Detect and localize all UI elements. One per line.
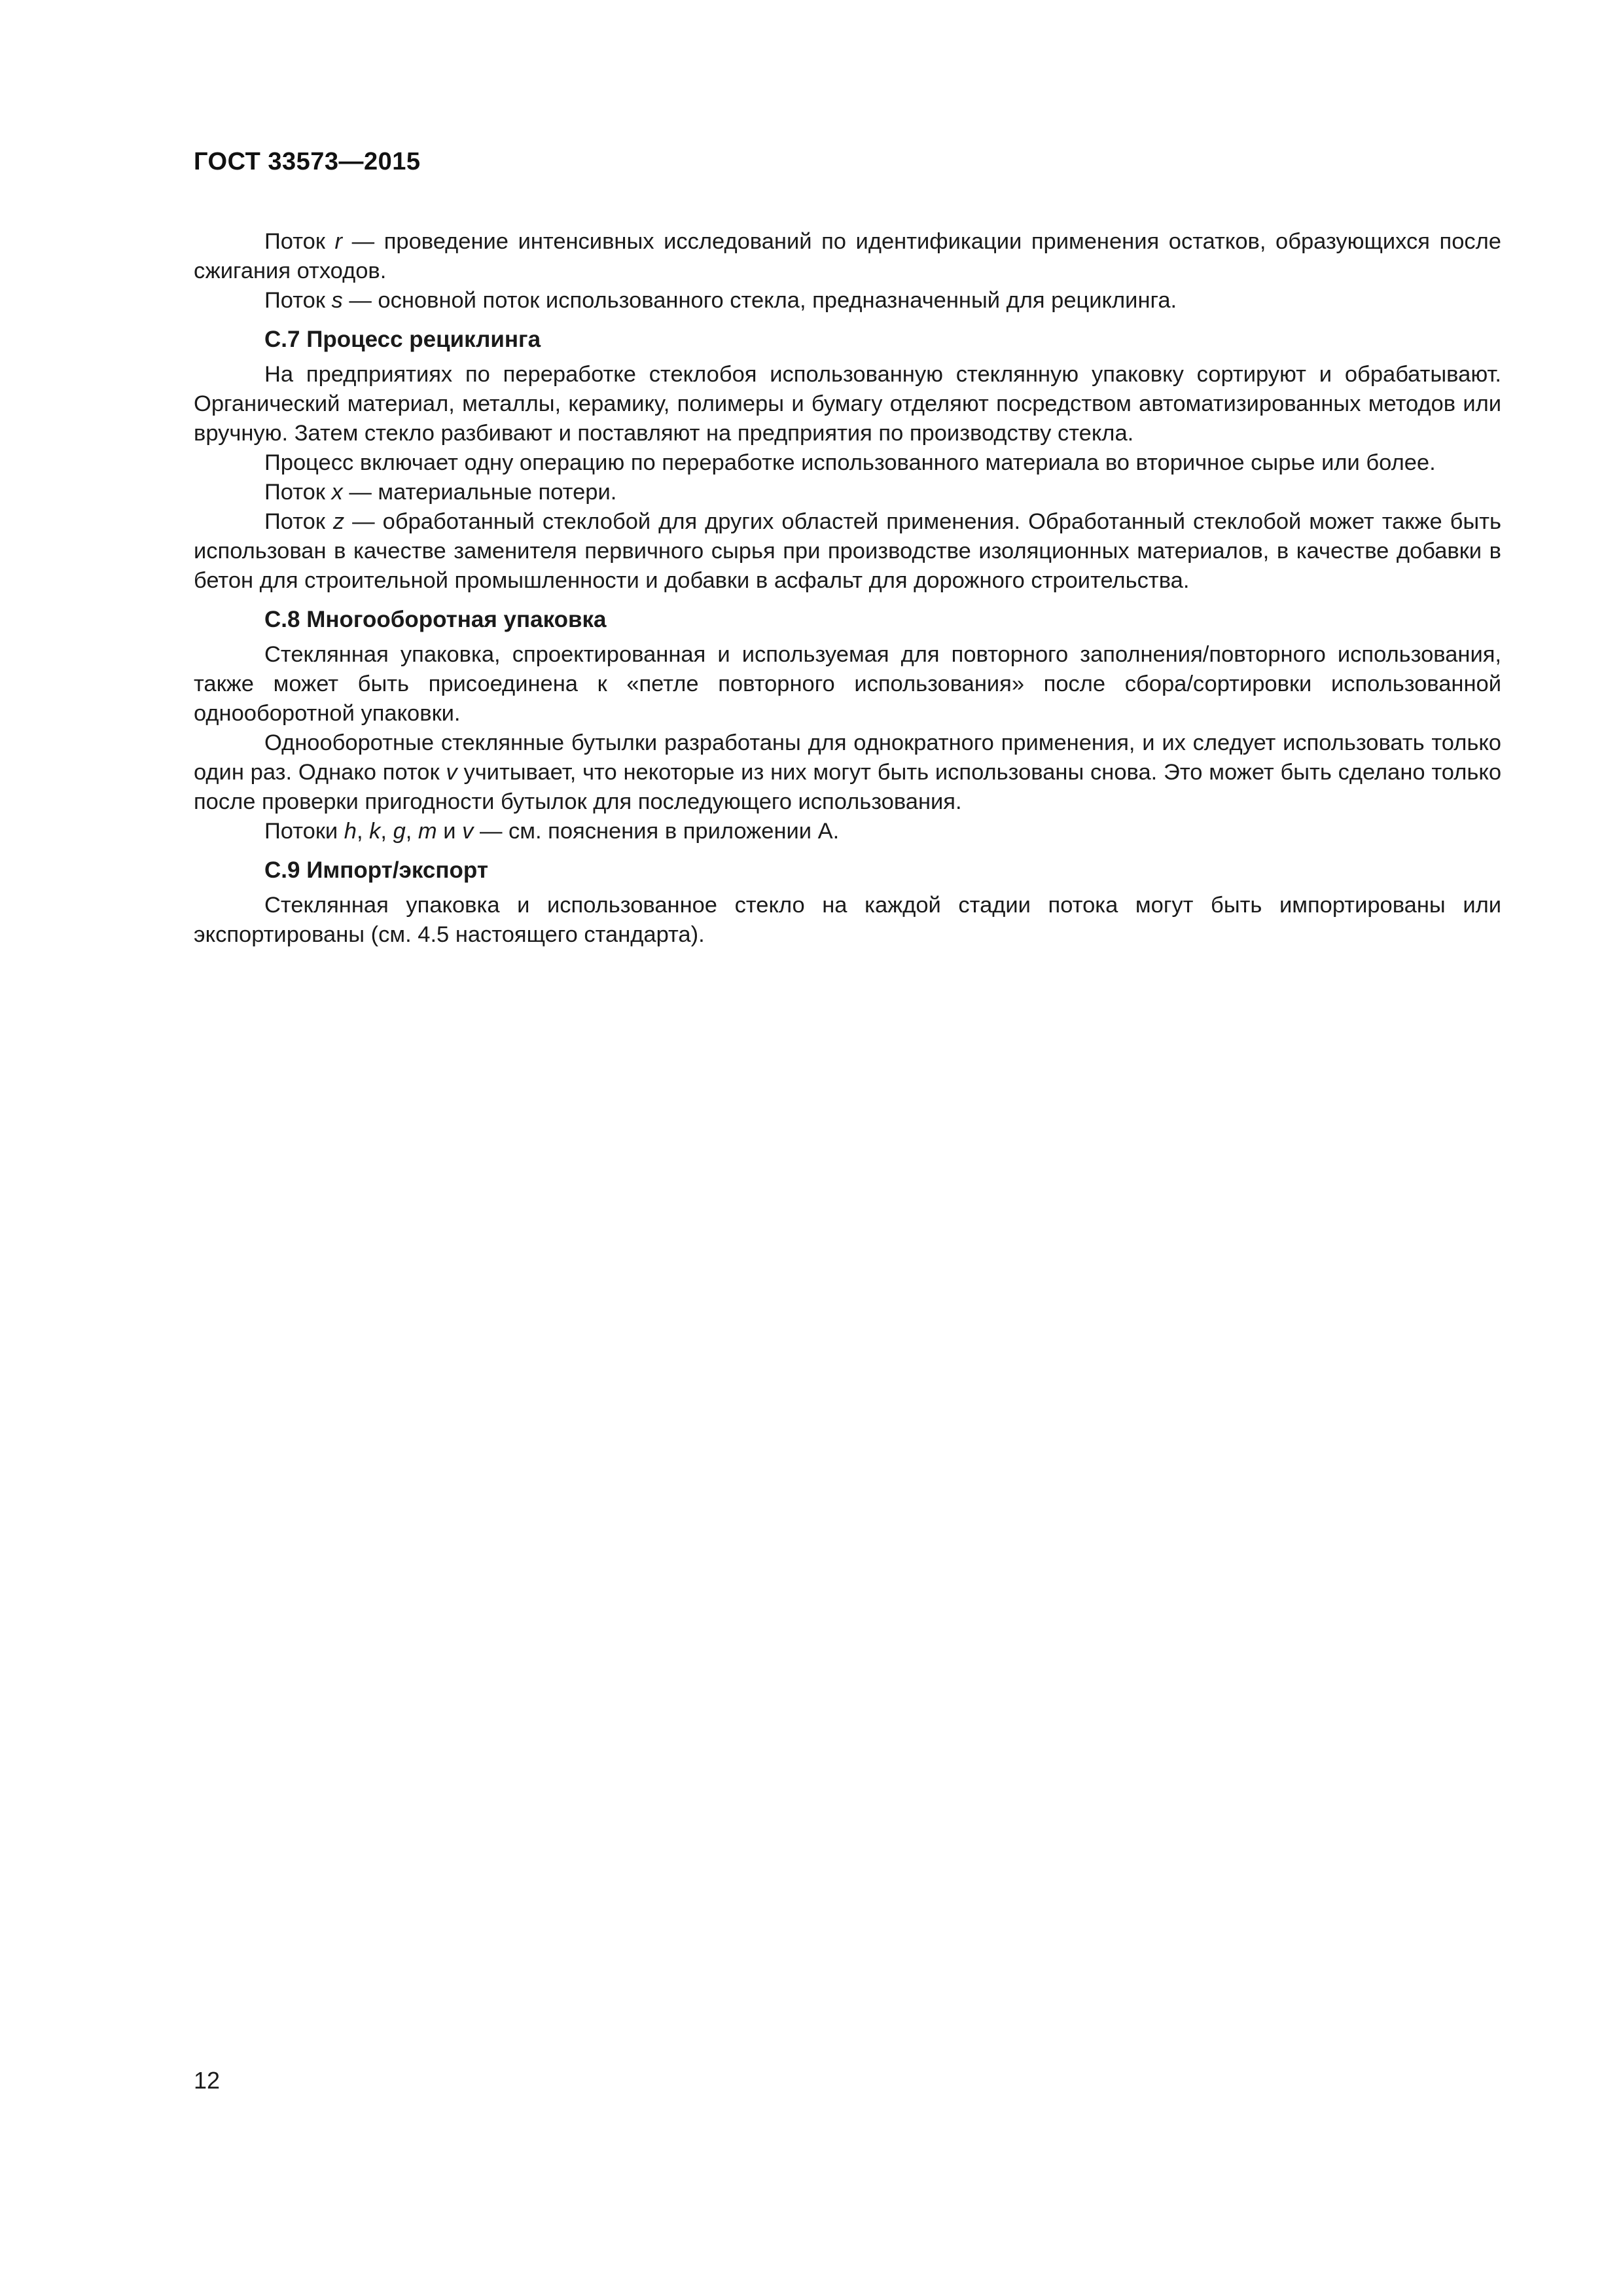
section-c8-heading: С.8 Многооборотная упаковка: [264, 607, 607, 632]
page-body: [194, 227, 1501, 950]
flow-r-variable: r: [334, 229, 343, 254]
flow-g-variable: g: [393, 819, 406, 844]
flow-s-variable: s: [331, 288, 343, 313]
section-c8-paragraph-1: Стеклянная упаковка, спроектированная и используемая для повторного заполнения/повторного использования, также может быть присоединена к «петле повторного использования» после сбора/сортировки использованной однооборотной упаковки.: [194, 642, 1501, 726]
section-c8-paragraph-2-part-a: Однооборотные стеклянные бутылки разработаны для однократного применения, и их следует использовать только один раз. Однако поток: [194, 730, 1501, 785]
flow-h-variable: h: [344, 819, 357, 844]
flows-separator-4: и: [437, 819, 463, 844]
flow-z-prefix: Поток: [264, 509, 333, 534]
flows-separator-2: ,: [380, 819, 393, 844]
flow-s-text: — основной поток использованного стекла, предназначенный для рециклинга.: [342, 288, 1177, 313]
flow-m-variable: m: [418, 819, 437, 844]
section-c7-heading: С.7 Процесс рециклинга: [264, 327, 541, 352]
flow-z-text: — обработанный стеклобой для других областей применения. Обработанный стеклобой может также быть использован в качестве заменителя первичного сырья при производстве изоляционных материалов, в качестве добавки в бетон для строительной промышленности и добавки в асфальт для дорожного строительства.: [194, 509, 1501, 593]
flow-s-paragraph: [194, 286, 1501, 315]
flow-x-variable: x: [331, 480, 343, 505]
flow-k-variable: k: [369, 819, 381, 844]
flows-suffix: — см. пояснения в приложении А.: [473, 819, 840, 844]
flow-v-variable: v: [446, 760, 457, 785]
section-c9-heading: С.9 Импорт/экспорт: [264, 857, 488, 883]
section-c8-paragraph-2-part-b: учитывает, что некоторые из них могут быть использованы снова. Это может быть сделано только после проверки пригодности бутылок для последующего использования.: [194, 760, 1502, 814]
flow-x-prefix: Поток: [264, 480, 332, 505]
section-c9-paragraph-1: Стеклянная упаковка и использованное стекло на каждой стадии потока могут быть импортированы или экспортированы (см. 4.5 настоящего стандарта).: [194, 893, 1501, 947]
section-c7-paragraph-1: На предприятиях по переработке стеклобоя использованную стеклянную упаковку сортируют и обрабатывают. Органический материал, металлы, керамику, полимеры и бумагу отделяют посредством автоматизированных методов или вручную. Затем стекло разбивают и поставляют на предприятия по производству стекла.: [194, 362, 1501, 446]
flow-r-paragraph: [194, 227, 1501, 286]
section-c8-paragraph-2: [194, 728, 1501, 817]
flow-x-paragraph: [194, 478, 1501, 507]
section-c7-paragraph-2: Процесс включает одну операцию по переработке использованного материала во вторичное сырье или более.: [264, 450, 1436, 475]
flow-x-text: — материальные потери.: [342, 480, 617, 505]
flow-z-paragraph: [194, 507, 1501, 596]
flow-v2-variable: v: [462, 819, 474, 844]
flows-separator-1: ,: [356, 819, 370, 844]
flow-s-prefix: Поток: [264, 288, 332, 313]
flow-r-prefix: Поток: [264, 229, 335, 254]
page-number: 12: [194, 2067, 221, 2094]
flows-hkgmv-paragraph: [194, 817, 1501, 846]
flows-prefix: Потоки: [264, 819, 344, 844]
flow-z-variable: z: [332, 509, 345, 534]
flow-r-text: — проведение интенсивных исследований по идентификации применения остатков, образующихся после сжигания отходов.: [194, 229, 1501, 283]
flows-separator-3: ,: [405, 819, 418, 844]
document-code-header: ГОСТ 33573—2015: [194, 148, 421, 175]
